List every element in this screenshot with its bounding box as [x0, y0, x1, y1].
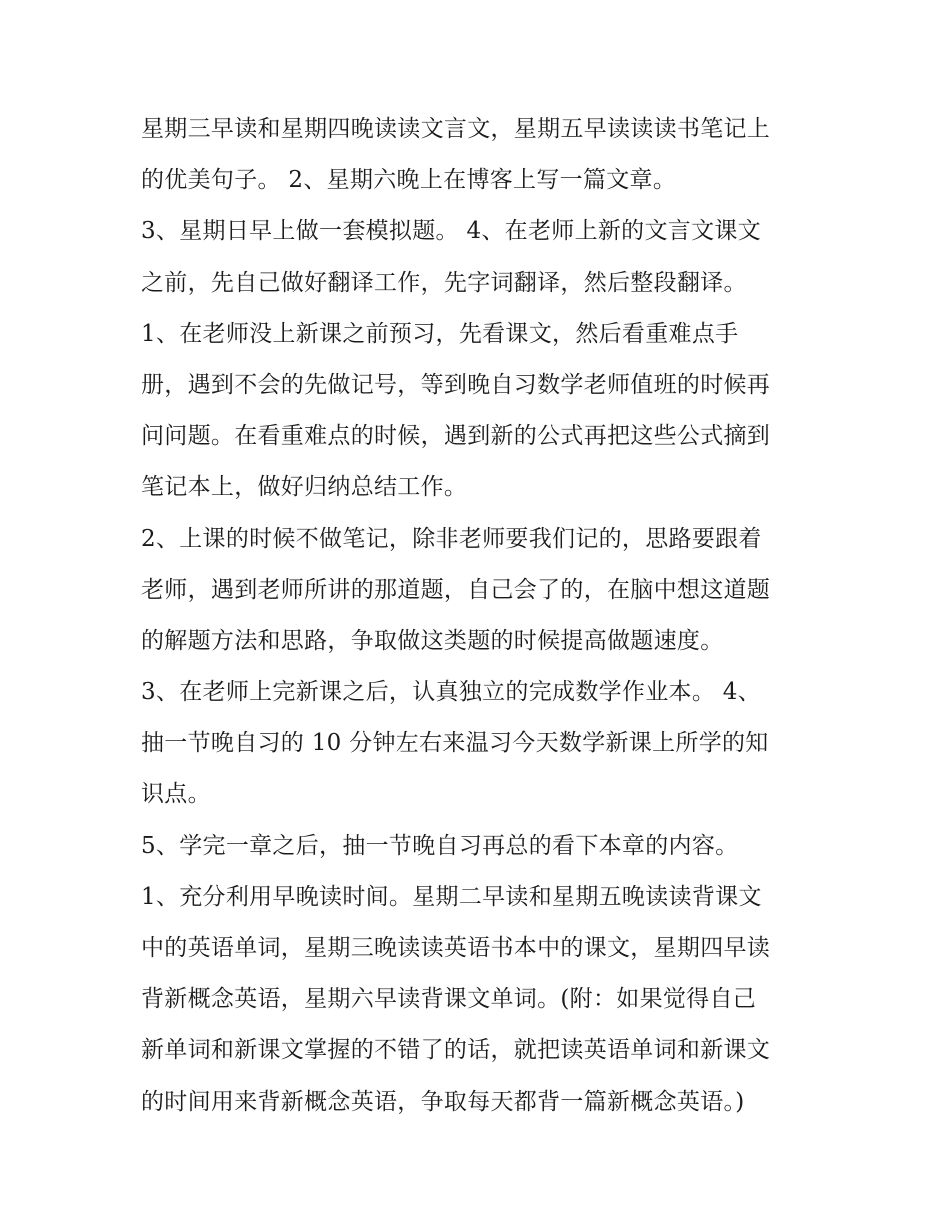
text-line: 5、学完一章之后，抽一节晚自习再总的看下本章的内容。 — [141, 832, 739, 859]
text-line: 1、在老师没上新课之前预习，先看课文，然后看重难点手 — [141, 320, 739, 347]
document-body — [141, 104, 821, 1128]
text-line: 背新概念英语，星期六早读背课文单词。(附：如果觉得自己 — [141, 986, 757, 1013]
text-line: 的解题方法和思路，争取做这类题的时候提高做题速度。 — [141, 627, 724, 654]
text-line: 老师，遇到老师所讲的那道题，自己会了的，在脑中想这道题 — [141, 576, 771, 603]
text-line: 1、充分利用早晚读时间。星期二早读和星期五晚读读背课文 — [141, 883, 762, 910]
text-line: 中的英语单词，星期三晚读读英语书本中的课文，星期四早读 — [141, 935, 771, 961]
text-line: 的优美句子。 2、星期六晚上在博客上写一篇文章。 — [141, 167, 677, 194]
text-line: 册，遇到不会的先做记号，等到晚自习数学老师值班的时候再 — [141, 371, 771, 398]
text-line: 之前，先自己做好翻译工作，先字词翻译，然后整段翻译。 — [141, 269, 747, 296]
text-line: 2、上课的时候不做笔记，除非老师要我们记的，思路要跟着 — [141, 525, 762, 552]
text-line: 笔记本上，做好归纳总结工作。 — [141, 474, 468, 501]
text-line: 问问题。在看重难点的时候，遇到新的公式再把这些公式摘到 — [141, 423, 771, 450]
text-line: 3、星期日早上做一套模拟题。 4、在老师上新的文言文课文 — [141, 218, 761, 245]
text-line: 3、在老师上完新课之后，认真独立的完成数学作业本。 4、 — [141, 679, 761, 706]
text-line: 的时间用来背新概念英语，争取每天都背一篇新概念英语。) — [141, 1088, 745, 1115]
text-line: 新单词和新课文掌握的不错了的话，就把读英语单词和新课文 — [141, 1037, 771, 1064]
text-line: 识点。 — [141, 781, 211, 808]
text-line: 星期三早读和星期四晚读读文言文，星期五早读读读书笔记上 — [141, 116, 771, 142]
text-line: 抽一节晚自习的 10 分钟左右来温习今天数学新课上所学的知 — [141, 730, 769, 757]
